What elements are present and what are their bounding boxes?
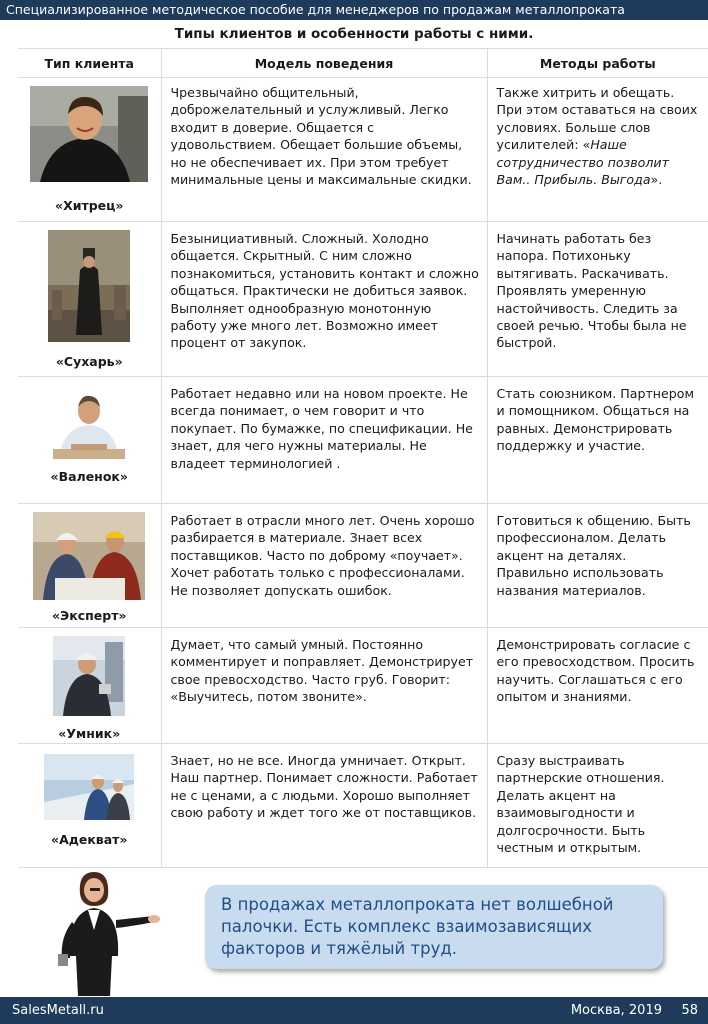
methods-text: Стать союзником. Партнером и помощником. Общаться на равных. Демонстрировать поддержку и участие. xyxy=(496,386,694,454)
header-banner: Специализированное методическое пособие для менеджеров по продажам металлопроката xyxy=(0,0,708,20)
page-title: Типы клиентов и особенности работы с ними. xyxy=(174,26,534,42)
client-type-cell xyxy=(18,377,161,504)
client-type-cell xyxy=(18,628,161,744)
methods-cell xyxy=(487,78,708,222)
methods-cell xyxy=(487,628,708,744)
page-number: 58 xyxy=(681,1003,698,1018)
behavior-text: Работает в отрасли много лет. Очень хорошо разбирается в материале. Знает всех поставщиков. Часто по доброму «поучает». Хочет работать только с профессионалами. Не позволяет допускать ошибок. xyxy=(170,513,475,598)
behavior-text: Знает, но не все. Иногда умничает. Открыт. Наш партнер. Понимает сложности. Работает не с ценами, а с людьми. Хорошо выполняет свою работу и ждет того же от поставщиков. xyxy=(170,753,478,821)
client-type-name: «Сухарь» xyxy=(55,354,123,369)
client-type-name: «Адекват» xyxy=(51,832,128,847)
client-type-name: «Валенок» xyxy=(50,469,128,484)
methods-text-italic: Наше сотрудничество позволит Вам.. Прибыль. Выгода xyxy=(496,137,669,188)
table-header-row xyxy=(18,49,708,78)
behavior-text: Работает недавно или на новом проекте. Не всегда понимает, о чем говорит и что покупает. По бумажке, по спецификации. Не знает, для чего нужны материалы. Не владеет терминологией . xyxy=(170,386,473,471)
column-header-methods: Методы работы xyxy=(487,49,708,78)
methods-cell xyxy=(487,504,708,628)
methods-text: Сразу выстраивать партнерские отношения. Делать акцент на взаимовыгодности и долгосрочности. Быть честным и открытым. xyxy=(496,753,665,856)
behavior-cell xyxy=(161,744,487,868)
table-row xyxy=(18,78,708,222)
footer-site: SalesMetall.ru xyxy=(12,1003,104,1018)
table-row xyxy=(18,377,708,504)
client-types-table xyxy=(18,48,708,868)
behavior-text: Думает, что самый умный. Постоянно комментирует и поправляет. Демонстрирует свое превосходство. Часто груб. Говорит: «Выучитесь, потом звоните». xyxy=(170,637,474,705)
client-photo-valenok xyxy=(51,389,127,459)
behavior-cell xyxy=(161,78,487,222)
behavior-text: Чрезвычайно общительный, доброжелательный и услужливый. Легко входит в доверие. Общается с удовольствием. Обещает большие объемы, но не обеспечивает их. При этом требует минимальные цены и максимальные скидки. xyxy=(170,85,472,188)
client-type-cell xyxy=(18,504,161,628)
methods-text-tail: ». xyxy=(650,172,663,188)
callout-text: В продажах металлопроката нет волшебной палочки. Есть комплекс взаимозависящих факторов и тяжёлый труд. xyxy=(221,895,614,958)
behavior-cell xyxy=(161,377,487,504)
client-photo-sukhar xyxy=(48,230,130,342)
client-type-cell xyxy=(18,222,161,377)
behavior-cell xyxy=(161,504,487,628)
methods-text xyxy=(488,78,708,188)
presenter-illustration xyxy=(50,866,160,996)
methods-text-lead: Также хитрить и обещать. При этом оставаться на своих условиях. Больше слов усилителей: « xyxy=(496,85,698,153)
column-header-client-type: Тип клиента xyxy=(18,49,161,78)
client-type-name: «Хитрец» xyxy=(55,198,124,213)
footer-bar xyxy=(0,997,708,1024)
methods-cell xyxy=(487,377,708,504)
methods-text: Готовиться к общению. Быть профессионалом. Делать акцент на деталях. Правильно использовать названия материалов. xyxy=(496,513,691,598)
methods-cell xyxy=(487,222,708,377)
methods-cell xyxy=(487,744,708,868)
client-photo-umnik xyxy=(53,636,125,716)
table-row xyxy=(18,628,708,744)
client-photo-adekvat xyxy=(44,754,134,820)
behavior-text: Безынициативный. Сложный. Холодно общается. Скрытный. С ним сложно познакомиться, установить контакт и сложно общаться. Практически не добиться заявок. Выполняет однообразную монотонную работу уже много лет. Возможно имеет процент от закупок. xyxy=(170,231,479,351)
behavior-cell xyxy=(161,628,487,744)
behavior-cell xyxy=(161,222,487,377)
client-type-name: «Умник» xyxy=(58,726,121,741)
footer-place-year: Москва, 2019 xyxy=(570,1003,662,1018)
client-type-cell xyxy=(18,744,161,868)
table-row xyxy=(18,222,708,377)
client-photo-hitrets xyxy=(30,86,148,182)
table-row xyxy=(18,504,708,628)
client-photo-ekspert xyxy=(33,512,145,600)
client-type-name: «Эксперт» xyxy=(51,608,127,623)
client-type-cell xyxy=(18,78,161,222)
methods-text: Демонстрировать согласие с его превосходством. Просить научить. Соглашаться с его опытом и знаниями. xyxy=(496,637,695,705)
table-row xyxy=(18,744,708,868)
methods-text: Начинать работать без напора. Потихоньку вытягивать. Раскачивать. Проявлять умеренную настойчивость. Следить за своей речью. Чтобы была не быстрой. xyxy=(496,231,687,351)
column-header-behavior: Модель поведения xyxy=(161,49,487,78)
callout-box xyxy=(205,885,663,969)
